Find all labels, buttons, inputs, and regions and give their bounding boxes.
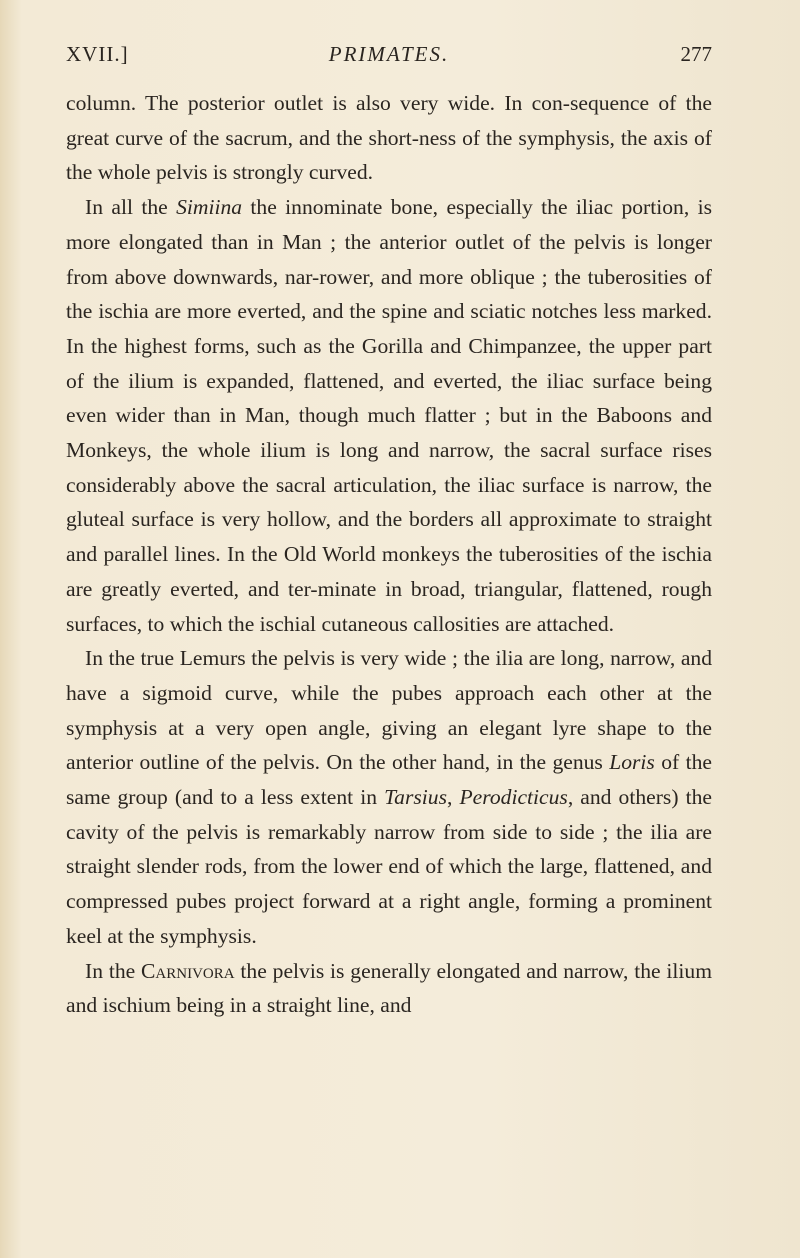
paragraph-2: [66, 190, 712, 641]
order-name: Carnivora: [141, 958, 235, 983]
running-title: PRIMATES.: [328, 42, 450, 66]
text-span: In the: [85, 958, 142, 983]
text-span: , and others) the cavity of the pelvis is remarkably narrow from side to side ; the ilia are straight slender rods, from the lower end of which the large, flattened, and compressed pubes project forward at a right angle, forming a prominent keel at the symphysis.: [66, 785, 712, 948]
page-number: 277: [680, 42, 712, 66]
genus-name: Loris: [609, 750, 655, 775]
genus-name: Simiina: [176, 195, 243, 220]
text-span: In the true Lemurs the pelvis is very wide ; the ilia are long, narrow, and have a sigmoid curve, while the pubes approach each other at the symphysis at a very open angle, giving an elegant lyre shape to the anterior outline of the pelvis. On the other hand, in the genus: [66, 646, 712, 775]
text-span: ,: [446, 785, 460, 810]
running-header: [66, 42, 712, 72]
paragraph-4: [66, 954, 712, 1023]
genus-name: Tarsius: [384, 785, 447, 810]
chapter-number: XVII.]: [66, 42, 129, 66]
text-span: the innominate bone, especially the iliac portion, is more elongated than in Man ; the anterior outlet of the pelvis is longer from above downwards, nar-rower, and more oblique ; the tuberosities of the ischia are more everted, and the spine and sciatic notches less marked. In the highest forms, such as the Gorilla and Chimpanzee, the upper part of the ilium is expanded, flattened, and everted, the iliac surface being even wider than in Man, though much flatter ; but in the Baboons and Monkeys, the whole ilium is long and narrow, the sacral surface rises considerably above the sacral articulation, the iliac surface is narrow, the gluteal surface is very hollow, and the borders all approximate to straight and parallel lines. In the Old World monkeys the tuberosities of the ischia are greatly everted, and ter-minate in broad, triangular, flattened, rough surfaces, to which the ischial cutaneous callosities are attached.: [66, 195, 712, 636]
body-text: [66, 86, 712, 1023]
paragraph-3: [66, 641, 712, 953]
text-span: the pelvis is generally elongated and narrow, the ilium and ischium being in a straight line, and: [66, 958, 712, 1018]
genus-name: Perodicticus: [459, 785, 568, 810]
text-span: In all the: [85, 195, 177, 220]
text-span: of the same group (and to a less extent in: [66, 750, 712, 810]
text-span: column. The posterior outlet is also very wide. In con-sequence of the great curve of the sacrum, and the short-ness of the symphysis, the axis of the whole pelvis is strongly curved.: [66, 91, 712, 185]
paragraph-1: [66, 86, 712, 190]
